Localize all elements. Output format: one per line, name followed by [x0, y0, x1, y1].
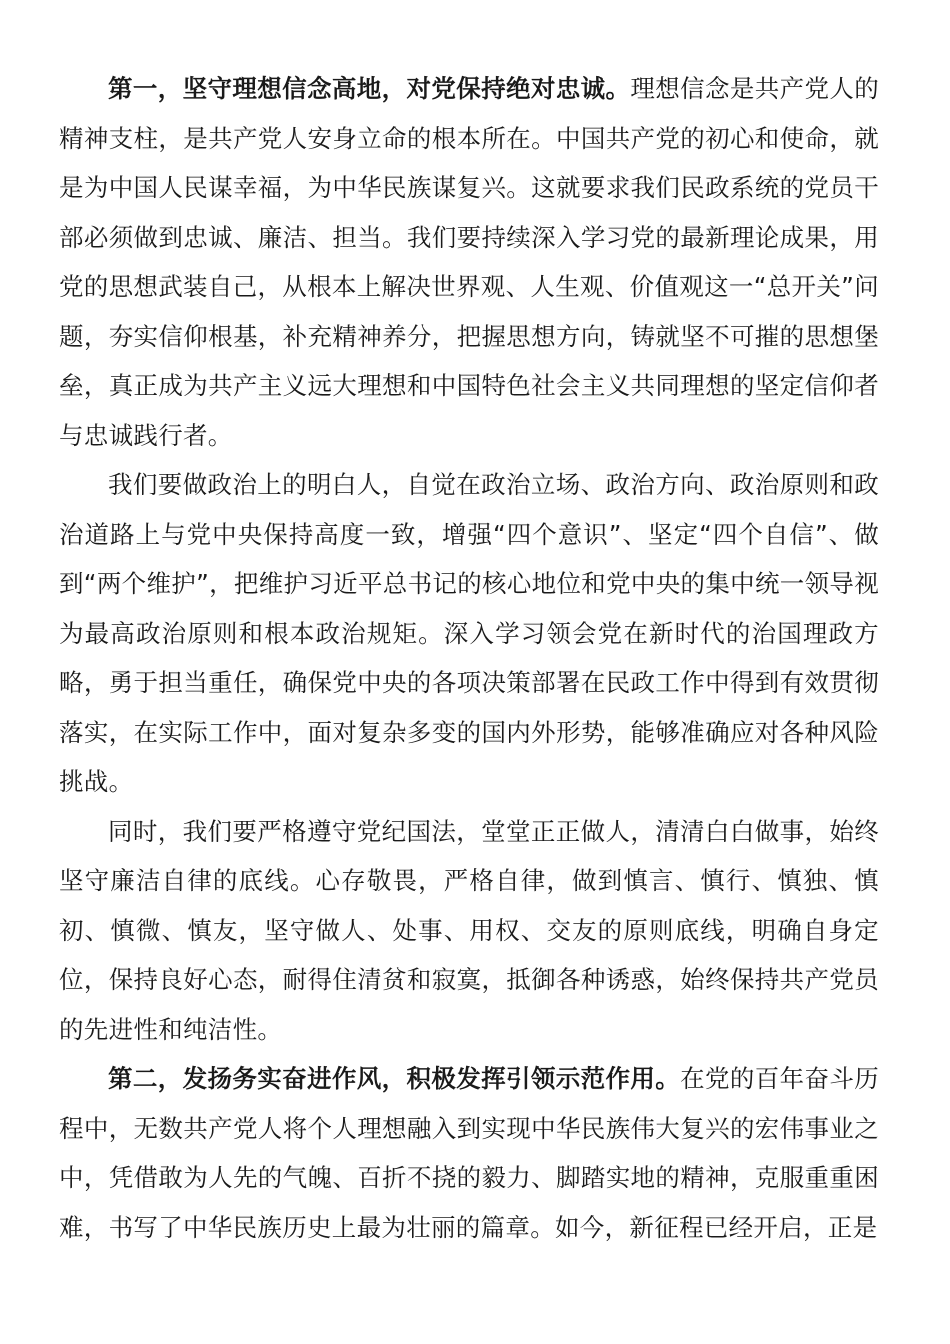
paragraph-1: [59, 64, 879, 460]
paragraph-3: [59, 807, 879, 1055]
paragraph-4: [59, 1054, 879, 1252]
paragraph-2: [59, 460, 879, 807]
paragraph-2-body: 我们要做政治上的明白人，自觉在政治立场、政治方向、政治原则和政治道路上与党中央保持高度一致，增强“四个意识”、坚定“四个自信”、做到“两个维护”，把维护习近平总书记的核心地位和党中央的集中统一领导视为最高政治原则和根本政治规矩。深入学习领会党在新时代的治国理政方略，勇于担当重任，确保党中央的各项决策部署在民政工作中得到有效贯彻落实，在实际工作中，面对复杂多变的国内外形势，能够准确应对各种风险挑战。: [59, 470, 879, 796]
paragraph-4-body: 在党的百年奋斗历程中，无数共产党人将个人理想融入到实现中华民族伟大复兴的宏伟事业之中，凭借敢为人先的气魄、百折不挠的毅力、脚踏实地的精神，克服重重困难，书写了中华民族历史上最为壮丽的篇章。如今，新征程已经开启，正是: [59, 1064, 879, 1242]
document-page: [59, 64, 879, 1252]
paragraph-3-body: 同时，我们要严格遵守党纪国法，堂堂正正做人，清清白白做事，始终坚守廉洁自律的底线。心存敬畏，严格自律，做到慎言、慎行、慎独、慎初、慎微、慎友，坚守做人、处事、用权、交友的原则底线，明确自身定位，保持良好心态，耐得住清贫和寂寞，抵御各种诱惑，始终保持共产党员的先进性和纯洁性。: [59, 816, 879, 1044]
paragraph-4-heading: 第二，发扬务实奋进作风，积极发挥引领示范作用。: [108, 1064, 681, 1093]
paragraph-1-body: 理想信念是共产党人的精神支柱，是共产党人安身立命的根本所在。中国共产党的初心和使命，就是为中国人民谋幸福，为中华民族谋复兴。这就要求我们民政系统的党员干部必须做到忠诚、廉洁、担当。我们要持续深入学习党的最新理论成果，用党的思想武装自己，从根本上解决世界观、人生观、价值观这一“总开关”问题，夯实信仰根基，补充精神养分，把握思想方向，铸就坚不可摧的思想堡垒，真正成为共产主义远大理想和中国特色社会主义共同理想的坚定信仰者与忠诚践行者。: [59, 74, 879, 450]
paragraph-1-heading: 第一，坚守理想信念高地，对党保持绝对忠诚。: [108, 74, 631, 103]
